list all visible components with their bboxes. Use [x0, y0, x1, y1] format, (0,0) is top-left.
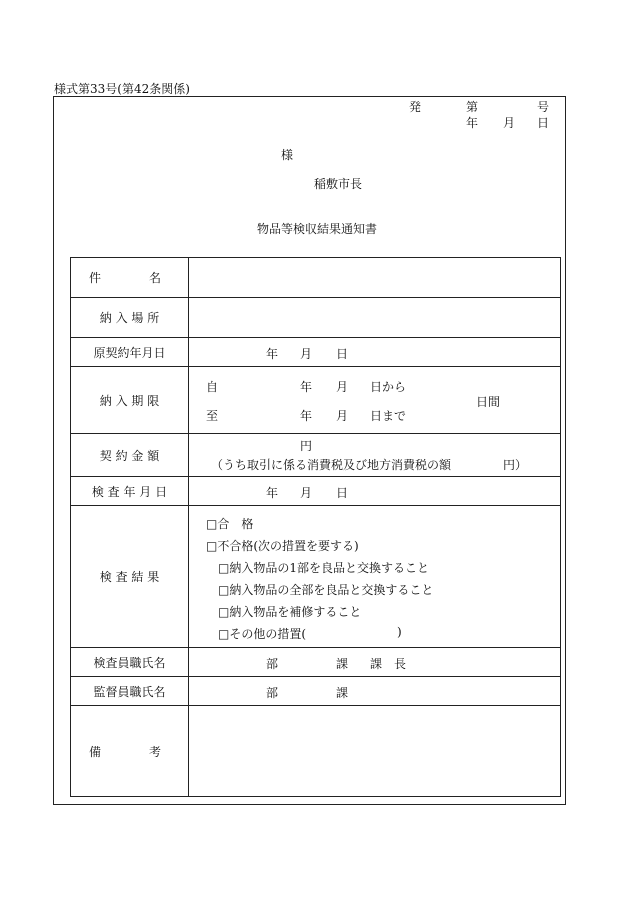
- supervisor-ka: 課: [336, 686, 349, 700]
- period-from-suffix: 日から: [370, 380, 407, 394]
- row-delivery-place: [71, 298, 561, 338]
- label-inspector: 検査員職氏名: [93, 655, 166, 670]
- header-hatsu: 発: [409, 100, 422, 114]
- period-to-nen: 年: [300, 409, 313, 423]
- header-go: 号: [537, 100, 550, 114]
- amount-tax-yen: 円）: [503, 458, 528, 472]
- inspection-date-tsuki: 月: [300, 486, 313, 500]
- row-inspector: [71, 648, 561, 677]
- row-item-name: [71, 258, 561, 298]
- amount-tax-note: （うち取引に係る消費税及び地方消費税の額: [211, 458, 452, 472]
- header-dai: 第: [466, 100, 479, 114]
- inspector-kacho: 課 長: [370, 657, 407, 671]
- header-tsuki: 月: [503, 116, 516, 130]
- label-remarks: 備 考: [89, 744, 162, 759]
- row-contract-date: [71, 338, 561, 367]
- header-nen: 年: [466, 116, 479, 130]
- period-to-tsuki: 月: [336, 409, 349, 423]
- inspector-ka: 課: [336, 657, 349, 671]
- option-replace-all[interactable]: □納入物品の全部を良品と交換すること: [218, 583, 434, 597]
- inspection-date-nen: 年: [266, 486, 279, 500]
- contract-date-nen: 年: [266, 347, 279, 361]
- amount-yen: 円: [300, 439, 313, 453]
- period-from: 自: [206, 380, 219, 394]
- period-from-nen: 年: [300, 380, 313, 394]
- option-pass[interactable]: □合 格: [206, 517, 254, 531]
- option-other-close: ): [397, 625, 402, 639]
- row-inspection-result: [71, 506, 561, 648]
- row-delivery-period: [71, 367, 561, 434]
- row-contract-amount: [71, 434, 561, 477]
- field-item-name[interactable]: [189, 258, 561, 298]
- row-inspection-date: [71, 477, 561, 506]
- option-fail[interactable]: □不合格(次の措置を要する): [206, 539, 359, 553]
- option-replace-part[interactable]: □納入物品の1部を良品と交換すること: [218, 561, 429, 575]
- label-contract-amount: 契 約 金 額: [99, 448, 160, 463]
- field-supervisor[interactable]: [189, 677, 561, 706]
- contract-date-hi: 日: [336, 347, 349, 361]
- option-repair[interactable]: □納入物品を補修すること: [218, 605, 362, 619]
- form-number: 様式第33号(第42条関係): [54, 82, 190, 96]
- inspection-date-hi: 日: [336, 486, 349, 500]
- period-days: 日間: [476, 395, 501, 409]
- field-inspection-date[interactable]: [189, 477, 561, 506]
- field-contract-date[interactable]: [189, 338, 561, 367]
- label-supervisor: 監督員職氏名: [93, 684, 166, 699]
- label-delivery-period: 納 入 期 限: [99, 393, 160, 408]
- field-delivery-place[interactable]: [189, 298, 561, 338]
- row-supervisor: [71, 677, 561, 706]
- period-to: 至: [206, 409, 219, 423]
- label-contract-date: 原契約年月日: [93, 345, 166, 360]
- field-contract-amount[interactable]: [189, 434, 561, 477]
- field-delivery-period[interactable]: [189, 367, 561, 434]
- option-other[interactable]: □その他の措置(: [218, 627, 307, 641]
- addressee-suffix: 様: [281, 148, 294, 162]
- contract-date-tsuki: 月: [300, 347, 313, 361]
- field-inspector[interactable]: [189, 648, 561, 677]
- result-table: [70, 257, 561, 797]
- document-title: 物品等検収結果通知書: [257, 222, 378, 236]
- supervisor-bu: 部: [266, 686, 279, 700]
- header-hi: 日: [537, 116, 550, 130]
- inspector-bu: 部: [266, 657, 279, 671]
- label-inspection-date: 検 査 年 月 日: [91, 484, 168, 499]
- period-from-tsuki: 月: [336, 380, 349, 394]
- label-delivery-place: 納 入 場 所: [99, 311, 160, 325]
- row-remarks: [71, 706, 561, 797]
- label-inspection-result: 検 査 結 果: [99, 570, 160, 584]
- label-item-name: 件 名: [89, 271, 162, 285]
- field-inspection-result: [189, 506, 561, 648]
- sender-mayor: 稲敷市長: [314, 177, 363, 191]
- period-to-suffix: 日まで: [370, 409, 407, 423]
- field-remarks[interactable]: [189, 706, 561, 797]
